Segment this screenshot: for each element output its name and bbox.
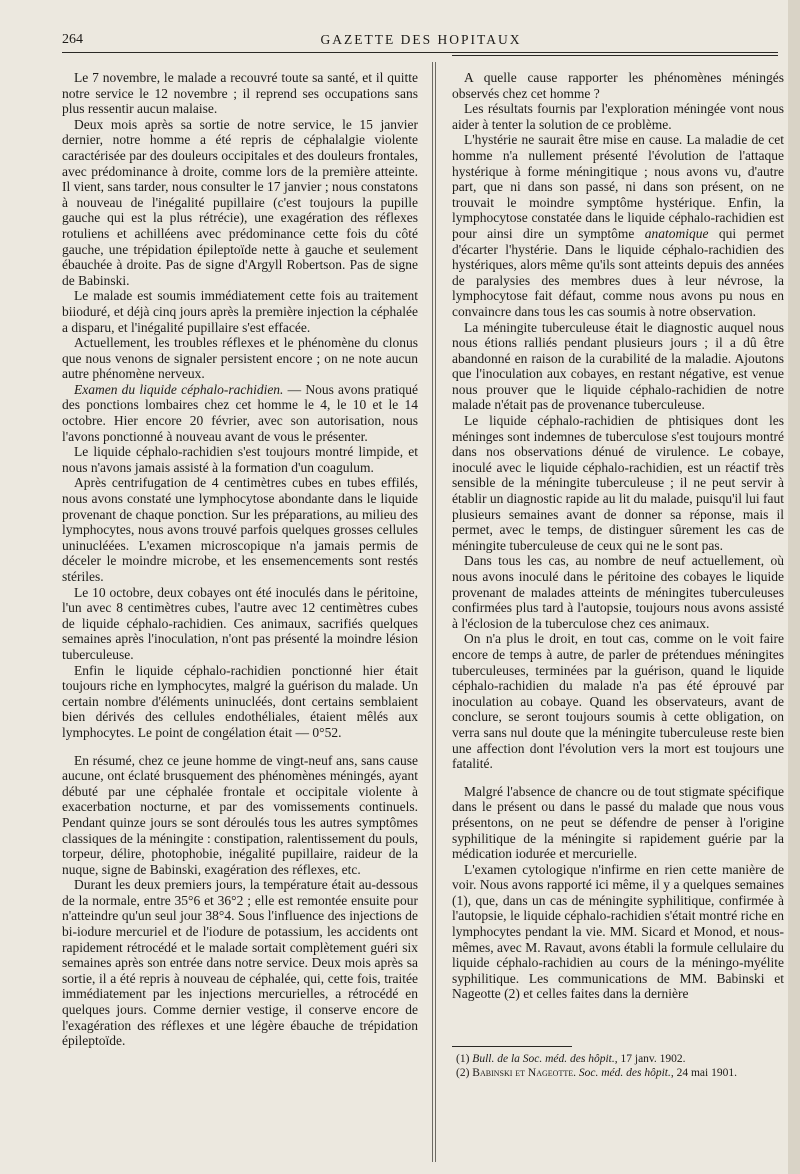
paragraph <box>452 132 784 319</box>
page-header <box>62 28 780 50</box>
paragraph: Le liquide céphalo-rachidien de phtisiques dont les méninges sont indemnes de tuberculose s'est toujours montré dans nos observations dénué de virulence. Le cobaye, inoculé avec le liquide céphalo-rachidien, est un réactif très sensible de la méningite tuberculeuse ; il ne peut servir à établir un diagnostic rapide au lit du malade, puisqu'il lui faut plusieurs semaines avant de donner sa réponse, mais il permet, avec le temps, de distinguer sûrement les cas de méningite tuberculeuse de ceux qui ne le sont pas. <box>452 413 784 553</box>
paragraph: Le 7 novembre, le malade a recouvré toute sa santé, et il quitte notre service le 12 novembre ; il reprend ses occupations sans plus ressentir aucun malaise. <box>62 70 418 117</box>
paragraph: Actuellement, les troubles réflexes et le phénomène du clonus que nous venons de signaler persistent encore ; on ne note aucun autre phénomène nerveux. <box>62 335 418 382</box>
footnote-number: (1) <box>456 1053 473 1065</box>
section-title: Examen du liquide céphalo-rachidien. <box>74 381 284 397</box>
paragraph: On n'a plus le droit, en tout cas, comme on le voit faire encore de temps à autre, de parler de prétendues méningites tuberculeuses, terminées par la guérison, quand le liquide céphalo-rachidien du malade n'a pas été éprouvé par inoculation au cobaye. Quand les observateurs, avant de conclure, se seront toujours soumis à cette obligation, on verra sans nul doute que la méningite tuberculeuse reste bien une affection dont l'évolution vers la mort est toujours une fatalité. <box>452 631 784 772</box>
paragraph: Deux mois après sa sortie de notre service, le 15 janvier dernier, notre homme a été repris de céphalalgie violente caractérisée par des douleurs occipitales et des douleurs frontales, avec prédominance à droite, comme lors de la première atteinte. Il vient, sans tarder, nous consulter le 17 janvier ; nous constatons à nouveau de l'inégalité pupillaire (c'est toujours la pupille gauche qui est la plus rétrécie), une exagération des réflexes rotuliens et achilléens avec prédominance cette fois du côté gauche, une trépidation épileptoïde nette à gauche et seulement ébauchée à droite. Pas de signe d'Argyll Robertson. Pas de signe de Babinski. <box>62 116 418 288</box>
right-column <box>452 70 784 1002</box>
paragraph: Le 10 octobre, deux cobayes ont été inoculés dans le péritoine, l'un avec 8 centimètres cubes, l'autre avec 12 centimètres cubes de liquide céphalo-rachidien. Ces animaux, sacrifiés quelques semaines après l'inoculation, n'ont pas présenté la moindre lésion tuberculeuse. <box>62 584 418 662</box>
column-divider-double <box>435 62 436 1162</box>
paragraph: Après centrifugation de 4 centimètres cubes en tubes effilés, nous avons constaté une lymphocytose abondante dans le liquide provenant de chaque ponction. Sur les préparations, au milieu des lymphocytes, nous avons trouvé parfois quelques grosses cellules uninucléées. L'examen microscopique n'a jamais permis de déceler le moindre microbe, et les ensemencements sont restés stériles. <box>62 475 418 584</box>
paragraph: La méningite tuberculeuse était le diagnostic auquel nous nous étions ralliés pendant plusieurs jours ; il a dû être abandonné en raison de la curabilité de la maladie. Ajoutons que l'inoculation aux cobayes, en restant négative, est venue nous prouver que le liquide céphalo-rachidien de notre malade n'était pas de provenance tuberculeuse. <box>452 319 784 413</box>
left-column <box>62 70 418 1049</box>
footnote-2 <box>452 1067 784 1081</box>
paragraph: Durant les deux premiers jours, la température était au-dessous de la normale, entre 35°6 et 36°2 ; elle est remontée ensuite pour n'atteindre qu'un seul jour 38°4. Sous l'influence des injections de bi-iodure mercuriel et de l'iodure de potassium, les accidents ont rapidement rétrocédé et le malade sortait complètement guéri six semaines après son entrée dans notre service. Deux mois après sa sortie, il a été repris à nouveau de céphalée, qui, cette fois, traitée immédiatement par les injections mercurielles, a rétrocédé en quelques jours. Comme dernier vestige, il conserve encore de l'exagération des réflexes et une légère ébauche de trépidation épileptoïde. <box>62 877 418 1049</box>
paragraph: Malgré l'absence de chancre ou de tout stigmate spécifique dans le présent ou dans le passé du malade que nous vous présentons, on ne peut se défendre de penser à l'origine syphilitique de la méningite si rapidement guérie par la médication iodurée et mercurielle. <box>452 783 784 862</box>
paragraph: Le malade est soumis immédiatement cette fois au traitement biioduré, et déjà cinq jours après la première injection la céphalée a disparu, et l'inégalité pupillaire s'est effacée. <box>62 288 418 335</box>
footnote-authors: Babinski et Nageotte. <box>472 1066 576 1079</box>
paragraph: Dans tous les cas, au nombre de neuf actuellement, où nous avons inoculé dans le péritoine des cobayes le liquide provenant de malades atteints de méningites tuberculeuses confirmées plus tard à l'autopsie, toujours nous avons assisté à l'éclosion de la tuberculose chez ces animaux. <box>452 553 784 631</box>
footnote-rule <box>452 1046 572 1047</box>
column-divider <box>432 62 433 1162</box>
journal-title: GAZETTE DES HOPITAUX <box>320 32 522 47</box>
footnote-source: Soc. méd. des hôpit. <box>576 1066 671 1079</box>
header-rule-secondary <box>452 55 778 56</box>
emphasis: anatomique <box>644 225 709 241</box>
paragraph-text: qui permet d'écarter l'hystérie. Dans le liquide céphalo-rachidien des hystériques, alors même qu'ils sont atteints depuis des années de paralysies des membres dues à leur névrose, la lymphocytose fait défaut, comme nous avons pu nous en convaincre dans tous les cas soumis à notre observation. <box>452 225 785 319</box>
header-rule <box>62 52 778 53</box>
page-edge <box>788 0 800 1174</box>
paragraph-text: — Nous avons pratiqué des ponctions lombaires chez cet homme le 4, le 10 et le 14 octobre. Hier encore 20 février, avec son autorisation, nous l'avons ponctionné à nouveau avant de vous le présenter. <box>62 381 418 444</box>
paragraph: En résumé, chez ce jeune homme de vingt-neuf ans, sans cause aucune, ont éclaté brusquement des phénomènes méningés, ayant débuté par une céphalée frontale et occipitale violente à exacerbation nocturne, et par des vomissements continuels. Pendant quinze jours se sont déroulés tous les autres symptômes classiques de la méningite : constipation, ralentissement du pouls, torpeur, délire, photophobie, inégalité pupillaire, raideur de la nuque, signe de Babinski, exagération des réflexes, etc. <box>62 752 418 877</box>
footnote-source: Bull. de la Soc. méd. des hôpit. <box>472 1053 615 1065</box>
page-number: 264 <box>62 32 83 47</box>
footnote-number: (2) <box>456 1066 473 1079</box>
footnote-date: , 17 janv. 1902. <box>614 1053 686 1065</box>
footnote-1 <box>452 1053 784 1067</box>
paragraph: Les résultats fournis par l'exploration méningée vont nous aider à tenter la solution de ce problème. <box>452 101 784 132</box>
footnote-date: , 24 mai 1901. <box>670 1066 737 1079</box>
paragraph <box>62 382 418 444</box>
paragraph-text: L'hystérie ne saurait être mise en cause. La maladie de cet homme n'a nullement présenté l'évolution de l'attaque hystérique à forme méningitique ; nous avons vu, d'autre part, que ni dans son passé, ni dans son présent, on ne trouvait le moindre symptôme hystérique. Enfin, la lymphocytose constatée dans le liquide céphalo-rachidien est pour ainsi dire un symptôme <box>452 132 784 241</box>
paragraph: L'examen cytologique n'infirme en rien cette manière de voir. Nous avons rapporté ici même, il y a quelques semaines (1), que, dans un cas de méningite syphilitique, confirmée à l'autopsie, le liquide céphalo-rachidien s'était montré riche en lymphocytes pendant la vie. MM. Sicard et Monod, et nous-mêmes, avec M. Ravaut, avons établi la formule cellulaire du liquide céphalo-rachidien au cours de la méningo-myélite syphilitique. Les communications de MM. Babinski et Nageotte (2) et celles faites dans la dernière <box>452 861 784 1002</box>
paragraph: Le liquide céphalo-rachidien s'est toujours montré limpide, et nous n'avons jamais assisté à la formation d'un coagulum. <box>62 444 418 475</box>
paragraph: A quelle cause rapporter les phénomènes méningés observés chez cet homme ? <box>452 70 784 101</box>
paragraph: Enfin le liquide céphalo-rachidien ponctionné hier était toujours riche en lymphocytes, malgré la guérison du malade. Un certain nombre d'éléments uninucléés, dont certains semblaient bien dérivés des cellules endothéliales, étaient mêlés aux lymphocytes. Le point de congélation était — 0°52. <box>62 662 418 740</box>
footnotes <box>452 1053 784 1080</box>
